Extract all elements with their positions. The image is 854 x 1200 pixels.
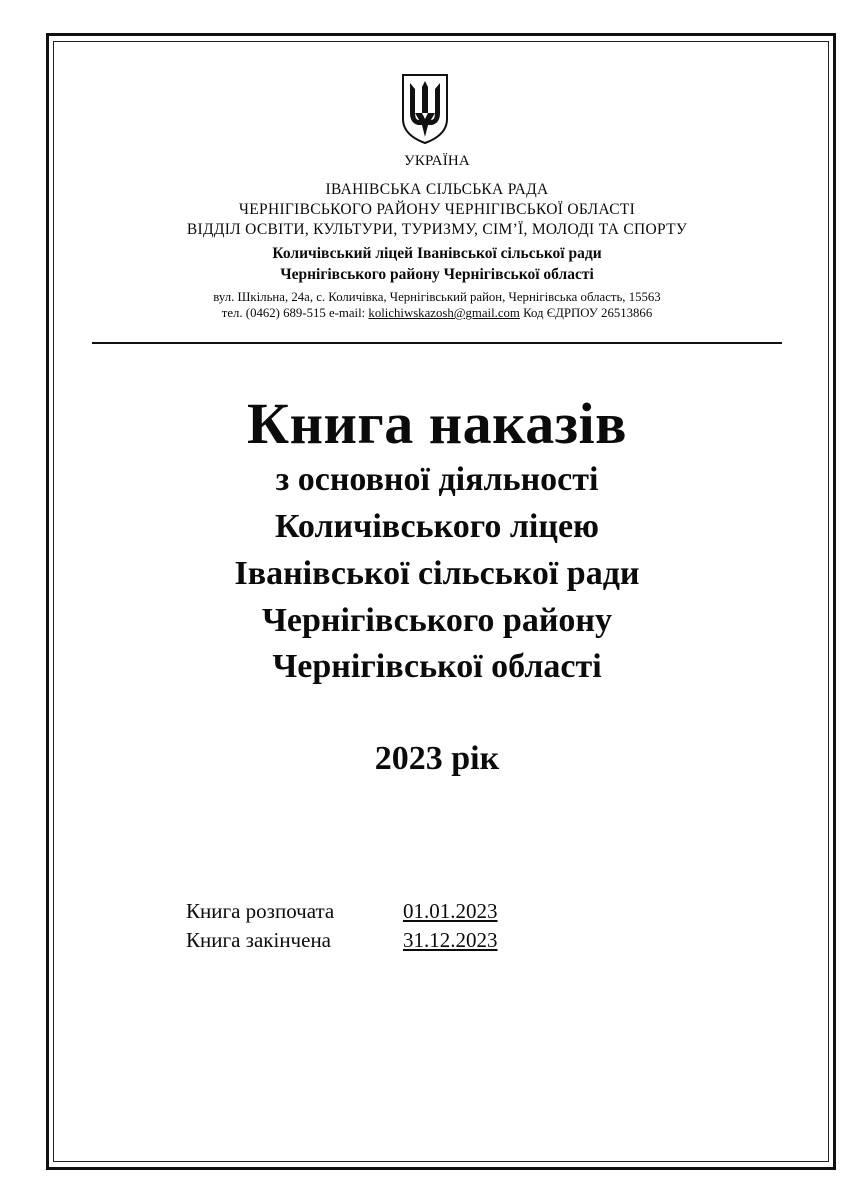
header-divider — [92, 342, 782, 344]
book-title: Книга наказів — [247, 391, 627, 456]
district-name: ЧЕРНІГІВСЬКОГО РАЙОНУ ЧЕРНІГІВСЬКОЇ ОБЛАСТІ — [238, 201, 636, 218]
book-finished-row — [186, 928, 498, 953]
coat-of-arms-icon — [401, 73, 449, 145]
book-started-label: Книга розпочата — [186, 899, 335, 923]
department-name: ВІДДІЛ ОСВІТИ, КУЛЬТУРИ, ТУРИЗМУ, СІМ’Ї, МОЛОДІ ТА СПОРТУ — [186, 221, 688, 238]
subtitle-line4: Чернігівського району — [261, 602, 613, 639]
school-name-line2: Чернігівського району Чернігівської області — [280, 266, 594, 283]
school-contacts — [90, 306, 784, 321]
book-year: 2023 рік — [374, 740, 500, 777]
subtitle-line2: Количівського ліцею — [274, 508, 600, 545]
contacts-phone: тел. (0462) 689-515 e-mail: — [221, 306, 369, 320]
book-finished-date: 31.12.2023 — [403, 928, 498, 952]
council-name: ІВАНІВСЬКА СІЛЬСЬКА РАДА — [325, 181, 549, 198]
contacts-edrpou: Код ЄДРПОУ 26513866 — [519, 306, 653, 320]
country-name: УКРАЇНА — [404, 153, 470, 169]
school-address: вул. Шкільна, 24а, с. Количівка, Чернігівський район, Чернігівська область, 15563 — [213, 290, 661, 304]
book-finished-label: Книга закінчена — [186, 928, 332, 952]
book-started-date: 01.01.2023 — [403, 899, 498, 923]
email-link[interactable]: kolichiwskazosh@gmail.com — [368, 306, 520, 320]
book-started-row — [186, 899, 498, 924]
subtitle-line1: з основної діяльності — [275, 461, 599, 498]
school-name-line1: Количівський ліцей Іванівської сільської ради — [272, 245, 602, 262]
subtitle-line5: Чернігівської області — [272, 648, 602, 685]
subtitle-line3: Іванівської сільської ради — [234, 555, 640, 592]
